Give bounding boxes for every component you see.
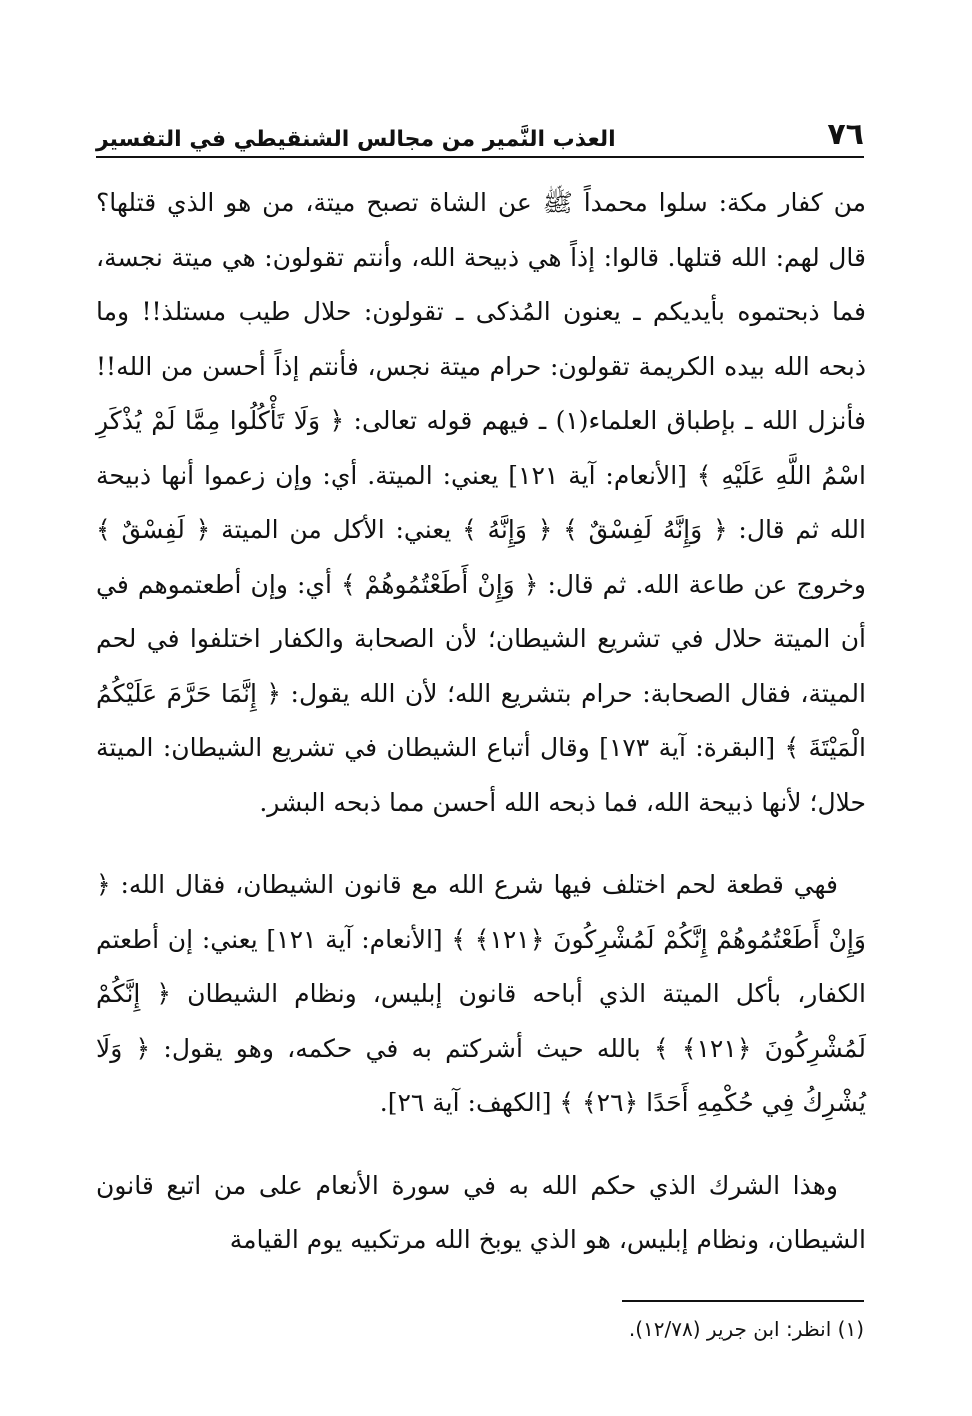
paragraph-1: من كفار مكة: سلوا محمداً ﷺ عن الشاة تصبح ميتة، من هو الذي قتلها؟ قال لهم: الله قتلها. قالوا: إذاً هي ذبيحة الله، وأنتم تقولون: هي ميتة نجسة، فما ذبحتموه بأيديكم ـ يعنون المُذكى ـ تقولون: حلال طيب مستلذ!! وما ذبحه الله بيده الكريمة تقولون: حرام ميتة نجس، فأنتم إذاً أحسن من الله!! فأنزل الله ـ بإطباق العلماء(١) ـ فيهم قوله تعالى: ﴿ وَلَا تَأْكُلُوا مِمَّا لَمْ يُذْكَرِ اسْمُ اللَّهِ عَلَيْهِ ﴾ [الأنعام: آية ١٢١] يعني: الميتة. أي: وإن زعموا أنها ذبيحة الله ثم قال: ﴿ وَإِنَّهُ لَفِسْقٌ ﴾ ﴿ وَإِنَّهُ ﴾ يعني: الأكل من الميتة ﴿ لَفِسْقٌ ﴾ وخروج عن طاعة الله. ثم قال: ﴿ وَإِنْ أَطَعْتُمُوهُمْ ﴾ أي: وإن أطعتموهم في أن الميتة حلال في تشريع الشيطان؛ لأن الصحابة والكفار اختلفوا في لحم الميتة، فقال الصحابة: حرام بتشريع الله؛ لأن الله يقول: ﴿ إِنَّمَا حَرَّمَ عَلَيْكُمُ الْمَيْتَةَ ﴾ [البقرة: آية ١٧٣] وقال أتباع الشيطان في تشريع الشيطان: الميتة حلال؛ لأنها ذبيحة الله، فما ذبحه الله أحسن مما ذبحه البشر. xyxy=(96,188,866,817)
page-number: ٧٦ xyxy=(827,117,864,152)
page-header xyxy=(96,112,864,152)
footnote: (١) انظر: ابن جرير (١٢/٧٨). xyxy=(628,1317,864,1341)
paragraph-2: فهي قطعة لحم اختلف فيها شرع الله مع قانون الشيطان، فقال الله: ﴿ وَإِنْ أَطَعْتُمُوهُمْ إِنَّكُمْ لَمُشْرِكُونَ ﴿١٢١﴾ ﴾ [الأنعام: آية ١٢١] يعني: إن أطعتم الكفار، بأكل الميتة الذي أباحه قانون إبليس، ونظام الشيطان ﴿ إِنَّكُمْ لَمُشْرِكُونَ ﴿١٢١﴾ ﴾ بالله حيث أشركتم به في حكمه، وهو يقول: ﴿ وَلَا يُشْرِكُ فِي حُكْمِهِ أَحَدًا ﴿٢٦﴾ ﴾ [الكهف: آية ٢٦]. xyxy=(96,870,866,1117)
footnote-divider xyxy=(622,1300,864,1302)
header-divider xyxy=(96,156,864,158)
paragraph-3: وهذا الشرك الذي حكم الله به في سورة الأنعام على من اتبع قانون الشيطان، ونظام إبليس، هو الذي يوبخ الله مرتكبيه يوم القيامة xyxy=(96,1170,866,1254)
body-text xyxy=(96,176,866,1268)
book-title: العذب النَّمير من مجالس الشنقيطي في التفسير xyxy=(96,127,616,152)
